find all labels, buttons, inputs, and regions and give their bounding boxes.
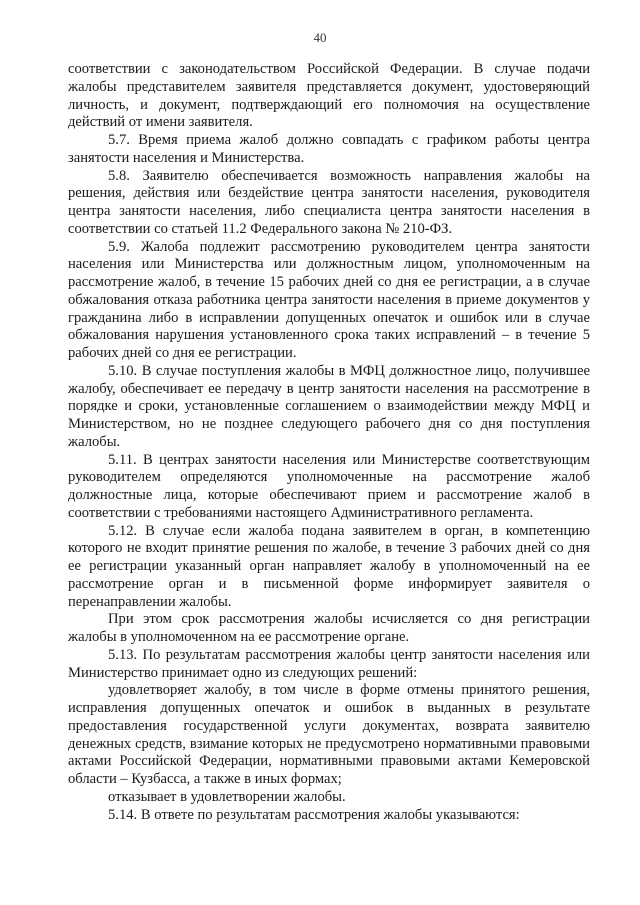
paragraph-5-12-note: При этом срок рассмотрения жалобы исчисляется со дня регистрации жалобы в уполномоченном на ее рассмотрение органе.	[68, 611, 590, 645]
paragraph-5-14: 5.14. В ответе по результатам рассмотрения жалобы указываются:	[108, 806, 520, 823]
page-number: 40	[313, 30, 327, 45]
paragraph-5-12: 5.12. В случае если жалоба подана заявителем в орган, в компетенцию которого не входит принятие решения по жалобе, в течение 3 рабочих дней со дня ее регистрации указанный орган направляет жалобу в уполномоченный на ее рассмотрение орган и в письменной форме информирует заявителя о перенаправлении жалобы.	[68, 522, 590, 610]
paragraph-continuation: соответствии с законодательством Российской Федерации. В случае подачи жалобы представителем заявителя представляется документ, удостоверяющий личность, и документ, подтверждающий его полномочия на осуществление действий от имени заявителя.	[68, 61, 590, 131]
document-body	[68, 61, 590, 824]
paragraph-5-11: 5.11. В центрах занятости населения или Министерстве соответствующим руководителем определяются уполномоченные на рассмотрение жалоб должностные лица, которые обеспечивают прием и рассмотрение жалоб в соответствии с требованиями настоящего Административного регламента.	[68, 451, 590, 521]
paragraph-5-9: 5.9. Жалоба подлежит рассмотрению руководителем центра занятости населения или Министерства или должностным лицом, уполномоченным на рассмотрение жалоб, в течение 15 рабочих дней со дня ее регистрации, а в случае обжалования отказа работника центра занятости населения в приеме документов у гражданина либо в исправлении допущенных опечаток и ошибок или в случае обжалования нарушения установленного срока таких исправлений – в течение 5 рабочих дней со дня ее регистрации.	[68, 238, 590, 361]
paragraph-5-10: 5.10. В случае поступления жалобы в МФЦ должностное лицо, получившее жалобу, обеспечивает ее передачу в центр занятости населения на рассмотрение в порядке и сроки, установленные соглашением о взаимодействии между МФЦ и Министерством, но не позднее следующего рабочего дня со дня поступления жалобы.	[68, 362, 590, 450]
paragraph-5-8: 5.8. Заявителю обеспечивается возможность направления жалобы на решения, действия или бездействие центра занятости населения, руководителя центра занятости населения, либо специалиста центра занятости населения в соответствии со статьей 11.2 Федерального закона № 210-ФЗ.	[68, 167, 590, 237]
paragraph-5-13-option-satisfy: удовлетворяет жалобу, в том числе в форме отмены принятого решения, исправления допущенных опечаток и ошибок в выданных в результате предоставления государственной услуги документах, возврата заявителю денежных средств, взимание которых не предусмотрено нормативными правовыми актами Российской Федерации, нормативными правовыми актами Кемеровской области – Кузбасса, а также в иных формах;	[68, 682, 590, 787]
paragraph-5-13: 5.13. По результатам рассмотрения жалобы центр занятости населения или Министерство принимает одно из следующих решений:	[68, 646, 590, 681]
paragraph-5-7: 5.7. Время приема жалоб должно совпадать с графиком работы центра занятости населения и Министерства.	[68, 132, 590, 166]
paragraph-5-13-option-refuse: отказывает в удовлетворении жалобы.	[108, 788, 346, 805]
